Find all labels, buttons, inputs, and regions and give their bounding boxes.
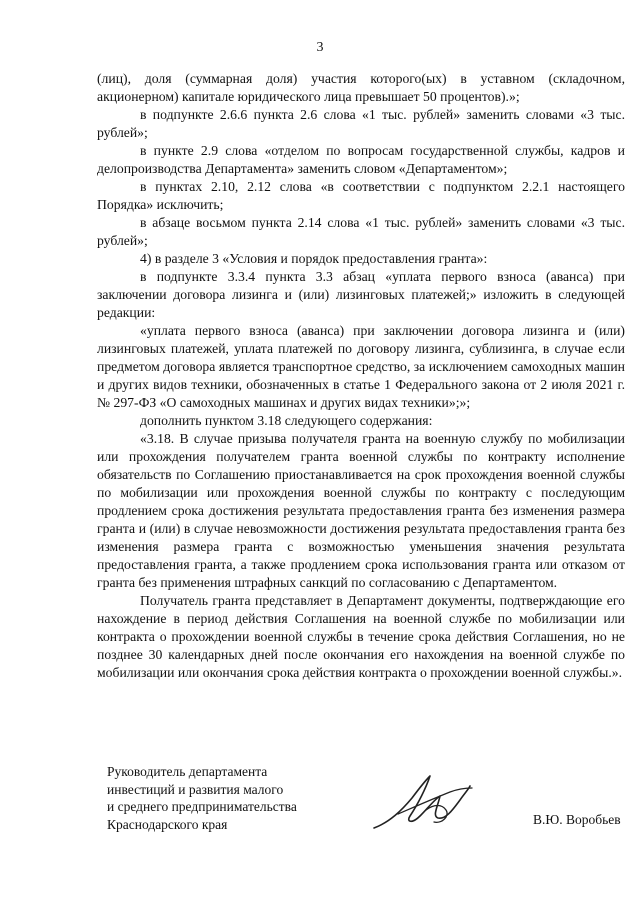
signatory-line: и среднего предпринимательства [107,799,297,814]
paragraph: (лиц), доля (суммарная доля) участия которого(ых) в уставном (складочном, акционерном) капитале юридического лица превышает 50 процентов).»; [97,71,625,104]
paragraph: в подпункте 2.6.6 пункта 2.6 слова «1 тыс. рублей» заменить словами «3 тыс. рублей»; [97,107,625,140]
page-number: 3 [316,40,324,55]
paragraph: в пункте 2.9 слова «отделом по вопросам государственной службы, кадров и делопроизводства Департамента» заменить словом «Департаментом»; [97,143,625,176]
handwritten-signature [368,770,478,840]
signatory-line: Краснодарского края [107,816,228,832]
paragraph: Получатель гранта представляет в Департамент документы, подтверждающие его нахождение в период действия Соглашения на военной службе по мобилизации или контракта о прохождении военной службы в течение срока действия Соглашения, но не позднее 30 календарных дней после окончания его нахождения на военной службе по мобилизации или окончания срока действия контракта о прохождении военной службы.». [97,593,625,680]
document-body [97,70,625,682]
paragraph: 4) в разделе 3 «Условия и порядок предоставления гранта»: [140,251,488,266]
signatory-line: Руководитель департамента [107,764,268,779]
signatory-name: В.Ю. Воробьев [533,812,621,827]
paragraph: в абзаце восьмом пункта 2.14 слова «1 тыс. рублей» заменить словами «3 тыс. рублей»; [97,215,625,248]
paragraph: в подпункте 3.3.4 пункта 3.3 абзац «уплата первого взноса (аванса) при заключении договора лизинга и (или) лизинговых платежей;» изложить в следующей редакции: [97,269,625,320]
paragraph: в пунктах 2.10, 2.12 слова «в соответствии с подпунктом 2.2.1 настоящего Порядка» исключить; [97,179,625,212]
paragraph: «3.18. В случае призыва получателя гранта на военную службу по мобилизации или прохождения получателем гранта военной службы по контракту исполнение обязательств по Соглашению приостанавливается на срок прохождения военной службы по мобилизации или прохождения военной службы по контракту с последующим продлением срока достижения результата предоставления гранта без изменения размера гранта и (или) в случае невозможности достижения результата предоставления гранта без изменения размера гранта с возможностью уменьшения значения результата предоставления гранта, а также продлением срока использования гранта или отказом от гранта без применения штрафных санкций по согласованию с Департаментом. [97,431,625,590]
paragraph: дополнить пунктом 3.18 следующего содержания: [140,413,433,428]
paragraph: «уплата первого взноса (аванса) при заключении договора лизинга и (или) лизинговых платежей, уплата платежей по договору лизинга, сублизинга, в случае если предметом договора является транспортное средство, за исключением самоходных машин и других видов техники, обозначенных в статье 1 Федерального закона от 2 июля 2021 г. № 297-ФЗ «О самоходных машинах и других видах техники»;»; [97,323,625,410]
signatory-line: инвестиций и развития малого [107,781,284,797]
signatory-position [107,763,297,833]
